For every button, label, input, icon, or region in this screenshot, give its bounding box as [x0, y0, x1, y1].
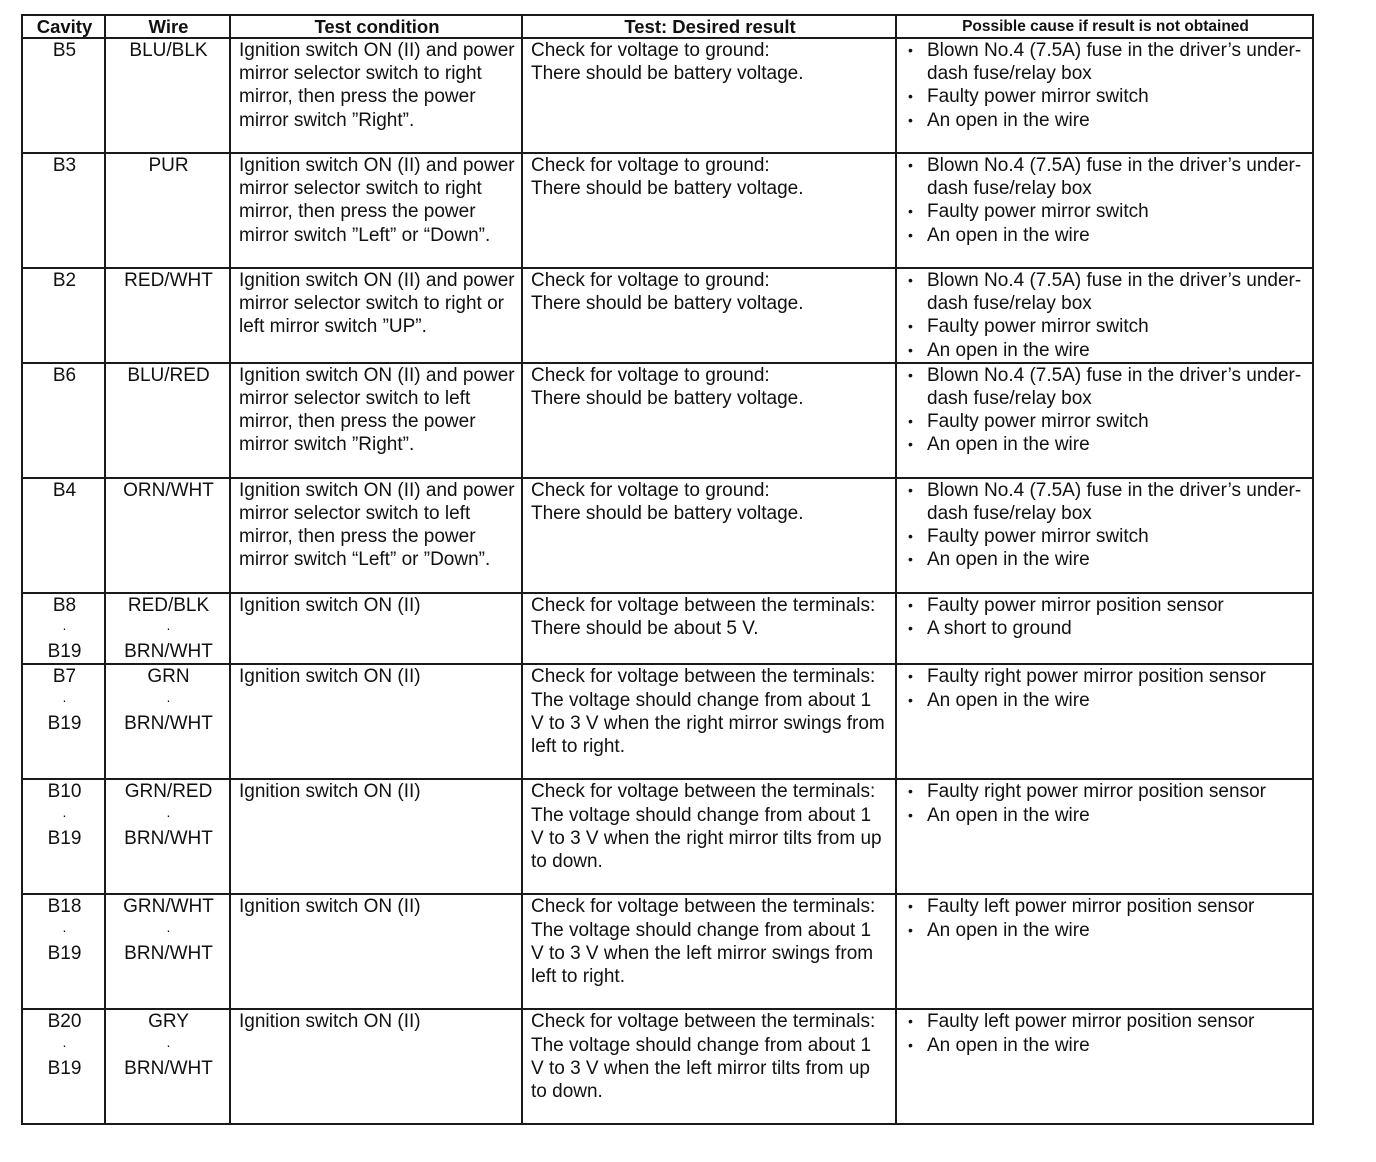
wire-cell: [105, 664, 230, 779]
separator-dot: ·: [166, 1036, 171, 1053]
table-row: [22, 363, 1313, 478]
cause-item: • Blown No.4 (7.5A) fuse in the driver’s under-dash fuse/relay box: [905, 39, 1306, 85]
result-line: There should be battery voltage.: [531, 388, 804, 410]
condition-text: Ignition switch ON (II): [239, 666, 421, 688]
result-cell: [522, 153, 896, 268]
result-cell: [522, 779, 896, 894]
condition-cell: [230, 363, 522, 478]
separator-dot: ·: [166, 806, 171, 823]
separator-dot: ·: [62, 691, 67, 708]
wire-cell: [105, 363, 230, 478]
cause-cell: [896, 593, 1313, 665]
cause-cell: [896, 894, 1313, 1009]
wire-value: BRN/WHT: [124, 942, 213, 964]
result-line: Check for voltage between the terminals:: [531, 896, 876, 918]
cause-item: • Blown No.4 (7.5A) fuse in the driver’s under-dash fuse/relay box: [905, 364, 1306, 410]
condition-cell: [230, 779, 522, 894]
cause-cell: [896, 38, 1313, 153]
cause-item: • Faulty right power mirror position sensor: [905, 780, 1306, 803]
cause-item: • Faulty power mirror switch: [905, 410, 1306, 433]
header-desired-result: Test: Desired result: [522, 15, 896, 38]
condition-text: Ignition switch ON (II) and power mirror selector switch to right or left mirror switch ”UP”.: [239, 270, 515, 338]
condition-text: Ignition switch ON (II): [239, 781, 421, 803]
separator-dot: ·: [62, 1036, 67, 1053]
wire-value: BLU/BLK: [129, 40, 208, 61]
wire-value: RED/WHT: [124, 270, 213, 291]
result-line: Check for voltage between the terminals:: [531, 781, 876, 803]
result-cell: [522, 268, 896, 363]
condition-cell: [230, 38, 522, 153]
cause-cell: [896, 478, 1313, 593]
condition-text: Ignition switch ON (II) and power mirror selector switch to left mirror, then press the power mirror switch “Left” or ”Down”.: [239, 479, 515, 571]
condition-cell: [230, 664, 522, 779]
cause-item: • Blown No.4 (7.5A) fuse in the driver’s under-dash fuse/relay box: [905, 479, 1306, 525]
cause-list: [905, 364, 1306, 457]
cavity-value: B19: [47, 827, 82, 849]
cause-item: • A short to ground: [905, 617, 1306, 640]
condition-text: Ignition switch ON (II): [239, 1011, 421, 1033]
cause-cell: [896, 363, 1313, 478]
result-line: The voltage should change from about 1 V to 3 V when the right mirror swings from left to right.: [531, 689, 885, 758]
cavity-value: B8: [52, 594, 77, 616]
condition-cell: [230, 593, 522, 665]
table-row: [22, 894, 1313, 1009]
separator-dot: ·: [62, 620, 67, 637]
result-line: Check for voltage between the terminals:: [531, 1011, 876, 1033]
result-line: The voltage should change from about 1 V to 3 V when the right mirror tilts from up to down.: [531, 804, 882, 873]
cavity-cell: [22, 363, 105, 478]
separator-dot: ·: [166, 620, 171, 637]
cause-list: [905, 154, 1306, 247]
result-cell: [522, 593, 896, 665]
table-row: [22, 1009, 1313, 1124]
cavity-value: B20: [47, 1011, 82, 1033]
cavity-cell: [22, 478, 105, 593]
cavity-value: B2: [52, 270, 77, 291]
cause-item: • Faulty power mirror switch: [905, 85, 1306, 108]
header-row: [22, 15, 1313, 38]
wire-value: GRN: [147, 666, 190, 688]
condition-cell: [230, 268, 522, 363]
result-line: Check for voltage to ground:: [531, 364, 770, 386]
cause-item: • Blown No.4 (7.5A) fuse in the driver’s under-dash fuse/relay box: [905, 154, 1306, 200]
result-line: Check for voltage to ground:: [531, 40, 770, 61]
cause-item: • An open in the wire: [905, 689, 1306, 712]
result-line: There should be battery voltage.: [531, 178, 804, 200]
result-cell: [522, 478, 896, 593]
cause-item: • An open in the wire: [905, 548, 1306, 571]
cause-item: • Faulty right power mirror position sensor: [905, 665, 1306, 688]
wire-cell: [105, 593, 230, 665]
wire-value: BRN/WHT: [124, 641, 213, 663]
condition-cell: [230, 153, 522, 268]
result-cell: [522, 38, 896, 153]
cavity-value: B18: [47, 896, 82, 918]
cause-item: • An open in the wire: [905, 804, 1306, 827]
condition-text: Ignition switch ON (II) and power mirror selector switch to left mirror, then press the power mirror switch ”Right”.: [239, 364, 515, 456]
cause-item: • Faulty power mirror position sensor: [905, 594, 1306, 617]
cause-item: • Faulty power mirror switch: [905, 525, 1306, 548]
result-cell: [522, 363, 896, 478]
wire-value: GRN/WHT: [123, 896, 214, 918]
separator-dot: ·: [166, 691, 171, 708]
cavity-cell: [22, 664, 105, 779]
table-row: [22, 593, 1313, 665]
cause-list: [905, 665, 1306, 711]
cause-item: • Blown No.4 (7.5A) fuse in the driver’s under-dash fuse/relay box: [905, 269, 1306, 315]
cavity-cell: [22, 268, 105, 363]
cavity-cell: [22, 38, 105, 153]
condition-text: Ignition switch ON (II) and power mirror selector switch to right mirror, then press the power mirror switch ”Right”.: [239, 40, 515, 131]
wire-value: RED/BLK: [127, 594, 210, 616]
cavity-value: B4: [52, 479, 77, 501]
condition-cell: [230, 894, 522, 1009]
cause-item: • An open in the wire: [905, 1034, 1306, 1057]
separator-dot: ·: [62, 921, 67, 938]
cause-cell: [896, 779, 1313, 894]
wire-value: BRN/WHT: [124, 827, 213, 849]
cavity-value: B19: [47, 942, 82, 964]
result-line: There should be battery voltage.: [531, 293, 804, 315]
header-test-condition: Test condition: [230, 15, 522, 38]
cause-item: • An open in the wire: [905, 433, 1306, 456]
result-cell: [522, 1009, 896, 1124]
table-row: [22, 779, 1313, 894]
table-row: [22, 478, 1313, 593]
cavity-value: B5: [52, 40, 77, 61]
cavity-cell: [22, 1009, 105, 1124]
cavity-cell: [22, 779, 105, 894]
result-line: Check for voltage to ground:: [531, 270, 770, 291]
result-line: The voltage should change from about 1 V to 3 V when the left mirror tilts from up to down.: [531, 1034, 872, 1103]
separator-dot: ·: [62, 806, 67, 823]
condition-text: Ignition switch ON (II): [239, 594, 421, 616]
wire-value: BRN/WHT: [124, 712, 213, 734]
result-line: The voltage should change from about 1 V to 3 V when the left mirror swings from left to right.: [531, 919, 874, 988]
table-body: [22, 38, 1313, 1124]
cavity-value: B19: [47, 1057, 82, 1079]
cause-cell: [896, 268, 1313, 363]
cause-item: • Faulty power mirror switch: [905, 200, 1306, 223]
result-line: Check for voltage to ground:: [531, 479, 770, 501]
cause-item: • An open in the wire: [905, 109, 1306, 132]
wire-value: GRY: [148, 1011, 189, 1033]
cause-list: [905, 780, 1306, 826]
condition-cell: [230, 478, 522, 593]
wire-cell: [105, 268, 230, 363]
wire-cell: [105, 38, 230, 153]
table-row: [22, 664, 1313, 779]
condition-text: Ignition switch ON (II): [239, 896, 421, 918]
cause-item: • Faulty power mirror switch: [905, 315, 1306, 338]
wire-cell: [105, 1009, 230, 1124]
wire-cell: [105, 894, 230, 1009]
cause-list: [905, 895, 1306, 941]
result-cell: [522, 664, 896, 779]
cause-item: • An open in the wire: [905, 224, 1306, 247]
table-row: [22, 153, 1313, 268]
wire-value: BLU/RED: [127, 364, 210, 386]
result-line: There should be battery voltage.: [531, 63, 804, 85]
cavity-cell: [22, 593, 105, 665]
cavity-cell: [22, 153, 105, 268]
table-row: [22, 38, 1313, 153]
cause-list: [905, 1010, 1306, 1056]
cause-item: • Faulty left power mirror position sensor: [905, 1010, 1306, 1033]
wire-value: BRN/WHT: [124, 1057, 213, 1079]
wire-value: GRN/RED: [124, 781, 213, 803]
header-cavity: Cavity: [22, 15, 105, 38]
cause-list: [905, 39, 1306, 132]
result-line: Check for voltage between the terminals:: [531, 594, 876, 616]
cavity-value: B19: [47, 641, 82, 663]
header-wire: Wire: [105, 15, 230, 38]
cause-cell: [896, 664, 1313, 779]
result-line: There should be about 5 V.: [531, 618, 759, 640]
cavity-value: B10: [47, 781, 82, 803]
cavity-cell: [22, 894, 105, 1009]
wire-value: ORN/WHT: [123, 479, 214, 501]
cavity-value: B6: [52, 364, 77, 386]
header-possible-cause: Possible cause if result is not obtained: [896, 15, 1313, 38]
cavity-value: B7: [52, 666, 77, 688]
cause-list: [905, 594, 1306, 640]
separator-dot: ·: [166, 921, 171, 938]
cause-item: • An open in the wire: [905, 919, 1306, 942]
cause-list: [905, 479, 1306, 572]
result-cell: [522, 894, 896, 1009]
cause-item: • An open in the wire: [905, 339, 1306, 362]
result-line: Check for voltage to ground:: [531, 155, 770, 176]
cavity-value: B3: [52, 155, 77, 176]
cause-cell: [896, 153, 1313, 268]
wire-cell: [105, 478, 230, 593]
condition-cell: [230, 1009, 522, 1124]
wire-cell: [105, 779, 230, 894]
result-line: Check for voltage between the terminals:: [531, 666, 876, 688]
condition-text: Ignition switch ON (II) and power mirror selector switch to right mirror, then press the power mirror switch ”Left” or “Down”.: [239, 155, 515, 246]
troubleshooting-table: [21, 14, 1314, 1125]
wire-cell: [105, 153, 230, 268]
cause-cell: [896, 1009, 1313, 1124]
result-line: There should be battery voltage.: [531, 503, 804, 525]
table-row: [22, 268, 1313, 363]
cavity-value: B19: [47, 712, 82, 734]
cause-item: • Faulty left power mirror position sensor: [905, 895, 1306, 918]
cause-list: [905, 269, 1306, 362]
wire-value: PUR: [148, 155, 189, 176]
